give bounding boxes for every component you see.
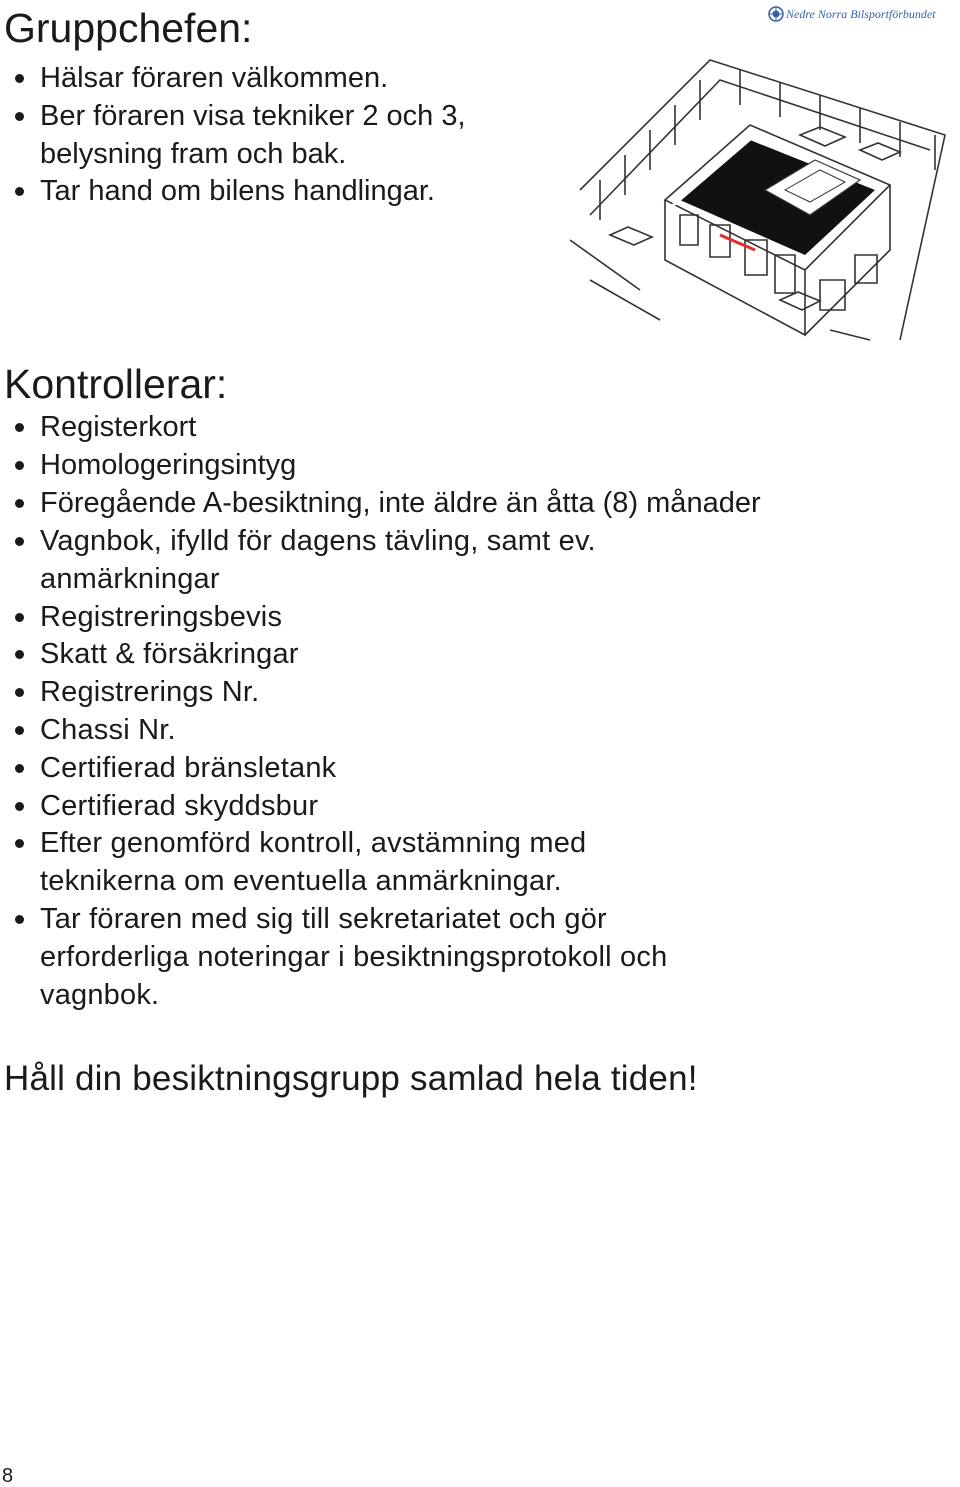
closing-statement: Håll din besiktningsgrupp samlad hela tiden! <box>4 1059 698 1098</box>
list-item-continuation: teknikerna om eventuella anmärkningar. <box>40 865 562 898</box>
list-item: Föregående A-besiktning, inte äldre än åtta (8) månader <box>0 485 761 523</box>
list-item: Ber föraren visa tekniker 2 och 3, <box>0 98 466 136</box>
list-item: Registrerings Nr. <box>0 674 667 712</box>
list-item-continuation: vagnbok. <box>40 978 160 1011</box>
list-item: Registreringsbevis <box>0 599 667 637</box>
section-heading-gruppchefen: Gruppchefen: <box>4 5 253 51</box>
list-item: Registerkort <box>0 409 761 447</box>
list-item-continuation: anmärkningar <box>40 562 220 595</box>
list-item: Hälsar föraren välkommen. <box>0 60 466 98</box>
list-item: Tar hand om bilens handlingar. <box>0 173 466 211</box>
logo-text: Nedre Norra Bilsportförbundet <box>786 7 936 21</box>
federation-logo-icon <box>768 6 784 22</box>
kontrollerar-list <box>0 523 667 1014</box>
inspection-garage-illustration <box>570 40 955 345</box>
list-item: Chassi Nr. <box>0 712 667 750</box>
gruppchefen-list <box>0 60 466 211</box>
list-item: Certifierad skyddsbur <box>0 788 667 826</box>
list-item: Tar föraren med sig till sekretariatet och gör <box>0 901 667 939</box>
kontrollerar-list-plain <box>0 409 761 522</box>
list-item: Skatt & försäkringar <box>0 636 667 674</box>
list-item: Efter genomförd kontroll, avstämning med <box>0 825 667 863</box>
list-item-continuation: belysning fram och bak. <box>40 137 347 170</box>
list-item: Homologeringsintyg <box>0 447 761 485</box>
section-heading-kontrollerar: Kontrollerar: <box>4 361 228 407</box>
list-item: Vagnbok, ifylld för dagens tävling, samt ev. <box>0 523 667 561</box>
list-item-continuation: erforderliga noteringar i besiktningsprotokoll och <box>40 940 668 973</box>
page-number: 8 <box>2 1465 14 1487</box>
list-item: Certifierad bränsletank <box>0 750 667 788</box>
